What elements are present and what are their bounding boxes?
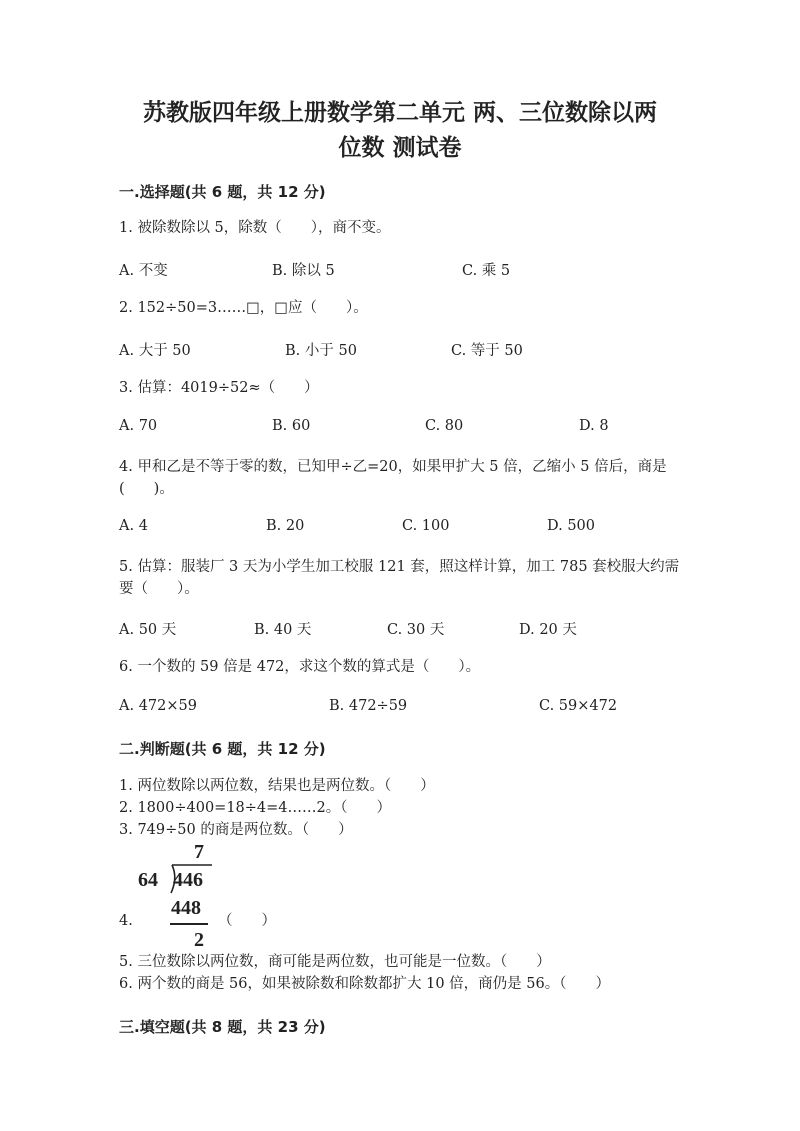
question-1-1: 1. 被除数除以 5，除数（ ），商不变。: [119, 220, 391, 236]
section-heading-judgement: 二.判断题(共 6 题，共 12 分): [119, 740, 326, 758]
q1-3-option-d: D. 8: [579, 418, 609, 434]
judgement-item-2: 2. 1800÷400=18÷4=4……2。（ ）: [119, 800, 391, 816]
q1-4-option-d: D. 500: [547, 518, 596, 534]
question-1-5: 5. 估算：服装厂 3 天为小学生加工校服 121 套，照这样计算，加工 785 套校服大约需要（ ）。: [119, 559, 680, 597]
question-1-4: 4. 甲和乙是不等于零的数，已知甲÷乙=20，如果甲扩大 5 倍，乙缩小 5 倍后，商是( )。: [119, 459, 667, 497]
long-division-quotient: 7: [194, 841, 204, 863]
q1-3-option-b: B. 60: [272, 418, 311, 434]
section-heading-fill-in: 三.填空题(共 8 题，共 23 分): [119, 1018, 326, 1036]
q1-4-option-a: A. 4: [119, 518, 148, 534]
q1-3-option-a: A. 70: [119, 418, 158, 434]
q1-5-option-d: D. 20 天: [519, 622, 577, 638]
q1-2-option-a: A. 大于 50: [119, 343, 191, 359]
q1-5-option-b: B. 40 天: [254, 622, 312, 638]
long-division-product: 448: [171, 897, 201, 919]
judgement-item-4-blank: （ ）: [218, 913, 276, 929]
q1-2-option-c: C. 等于 50: [451, 343, 523, 359]
q1-1-option-c: C. 乘 5: [462, 263, 511, 279]
q1-5-option-a: A. 50 天: [119, 622, 177, 638]
q1-6-option-a: A. 472×59: [119, 698, 197, 714]
page-title-line-1: 苏教版四年级上册数学第二单元 两、三位数除以两: [142, 99, 657, 126]
judgement-item-6: 6. 两个数的商是 56，如果被除数和除数都扩大 10 倍，商仍是 56。（ ）: [119, 976, 610, 992]
q1-4-option-c: C. 100: [402, 518, 450, 534]
q1-2-option-b: B. 小于 50: [285, 343, 357, 359]
question-1-3: 3. 估算：4019÷52≈（ ）: [119, 380, 319, 396]
q1-6-option-b: B. 472÷59: [329, 698, 408, 714]
long-division-line: [170, 923, 208, 925]
q1-3-option-c: C. 80: [425, 418, 464, 434]
judgement-item-4-label: 4.: [119, 913, 133, 929]
q1-1-option-b: B. 除以 5: [272, 263, 335, 279]
question-1-2: 2. 152÷50=3……□，□应（ ）。: [119, 300, 368, 316]
q1-6-option-c: C. 59×472: [539, 698, 618, 714]
q1-5-option-c: C. 30 天: [387, 622, 445, 638]
q1-4-option-b: B. 20: [266, 518, 305, 534]
long-division-dividend: 446: [173, 869, 203, 891]
long-division-divisor: 64: [138, 869, 158, 891]
judgement-item-3: 3. 749÷50 的商是两位数。（ ）: [119, 822, 353, 838]
question-1-6: 6. 一个数的 59 倍是 472，求这个数的算式是（ ）。: [119, 659, 481, 675]
judgement-item-5: 5. 三位数除以两位数，商可能是两位数，也可能是一位数。（ ）: [119, 954, 551, 970]
page-title-line-2: 位数 测试卷: [338, 134, 462, 161]
q1-1-option-a: A. 不变: [119, 263, 168, 279]
judgement-item-1: 1. 两位数除以两位数，结果也是两位数。（ ）: [119, 778, 435, 794]
long-division-remainder: 2: [194, 929, 204, 951]
section-heading-choice: 一.选择题(共 6 题，共 12 分): [119, 183, 326, 201]
